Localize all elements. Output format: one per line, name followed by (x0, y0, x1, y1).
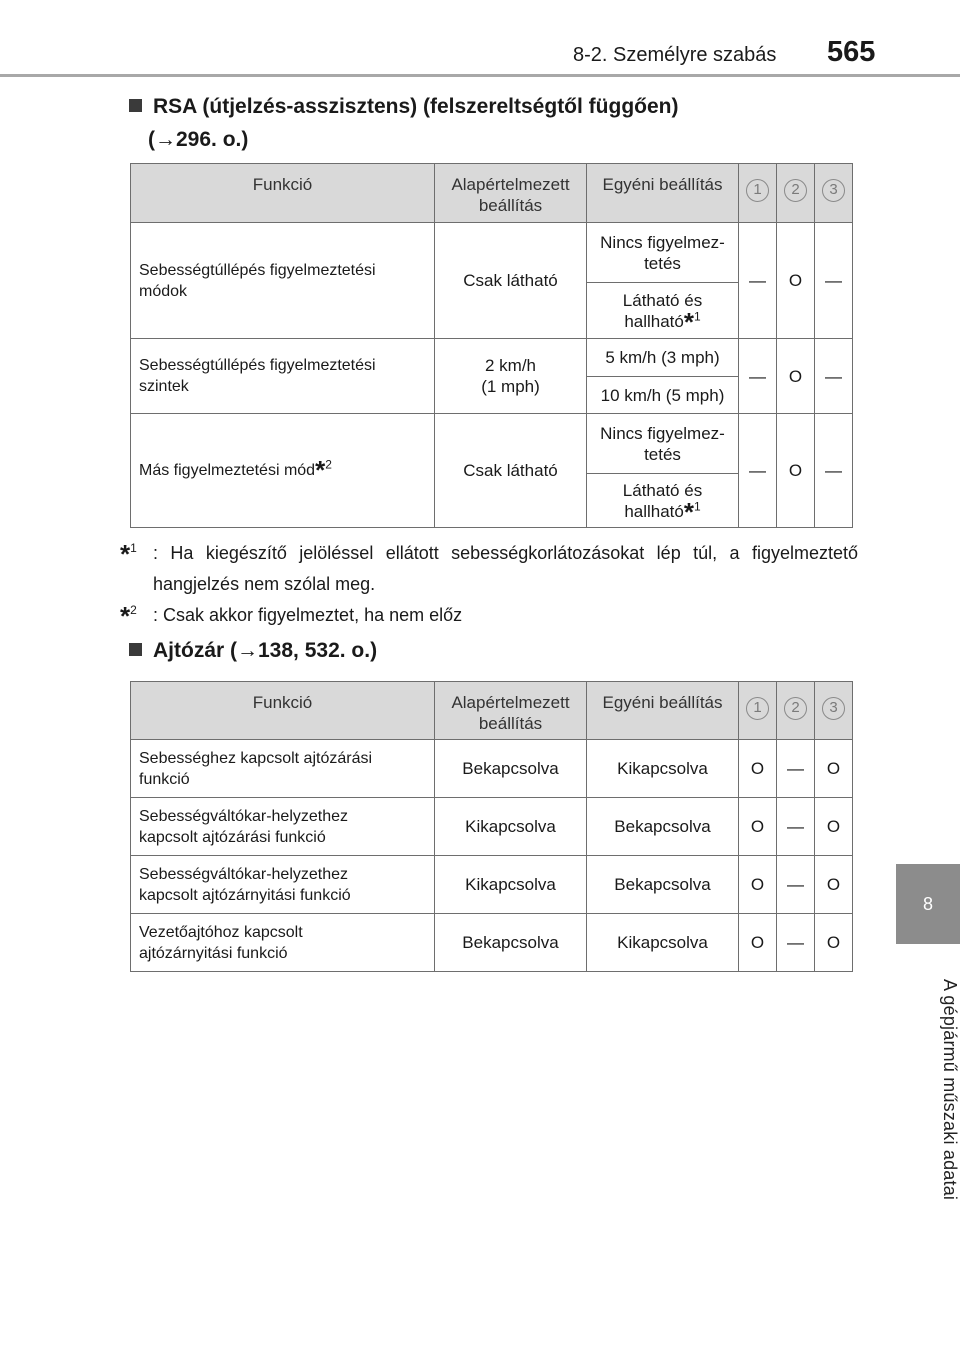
default-cell: Bekapcsolva (435, 914, 587, 972)
function-cell: Más figyelmeztetési mód*$^2$ (131, 414, 435, 528)
default-cell: Kikapcsolva (435, 798, 587, 856)
value-cell: — (739, 223, 777, 339)
value-cell: — (777, 740, 815, 798)
value-cell: — (777, 856, 815, 914)
value-cell: O (777, 414, 815, 528)
footnote-marker: *$^1$ (120, 539, 137, 569)
rsa-heading-line1: RSA (útjelzés-asszisztens) (felszereltségtől függően) (153, 95, 679, 118)
function-cell: Vezetőajtóhoz kapcsolt ajtózárnyitási funkció (131, 914, 435, 972)
value-cell: O (815, 798, 853, 856)
function-cell: Sebességtúllépés figyelmeztetési szintek (131, 339, 435, 414)
header-divider (0, 74, 960, 77)
door-lock-section-heading (129, 634, 377, 667)
option-cell: Nincs figyelmez- tetés (587, 414, 739, 474)
rsa-section-heading (129, 90, 678, 156)
custom-cell: Bekapcsolva (587, 856, 739, 914)
circled-3-icon: 3 (822, 697, 845, 720)
value-cell: O (777, 339, 815, 414)
chapter-number: 8 (922, 893, 933, 914)
value-cell: — (815, 414, 853, 528)
value-cell: — (739, 339, 777, 414)
table-header-row (131, 682, 853, 740)
col-header-function: Funkció (131, 682, 435, 740)
function-cell: Sebességváltókar-helyzethez kapcsolt ajtózárnyitási funkció (131, 856, 435, 914)
door-lock-heading: Ajtózár (→138, 532. o.) (153, 639, 378, 662)
table-row (131, 740, 853, 798)
table-row (131, 856, 853, 914)
circled-2-icon: 2 (784, 697, 807, 720)
table-row (131, 914, 853, 972)
square-bullet-icon (129, 99, 142, 112)
value-cell: — (777, 914, 815, 972)
footnote-text: : Csak akkor figyelmeztet, ha nem előz (153, 605, 463, 625)
col-header-1 (739, 164, 777, 223)
custom-cell: Kikapcsolva (587, 914, 739, 972)
default-cell: Csak látható (435, 414, 587, 528)
col-header-3 (815, 682, 853, 740)
section-title: 8-2. Személyre szabás (573, 44, 777, 66)
page-header (0, 0, 960, 78)
value-cell: O (739, 740, 777, 798)
asterisk-icon: * (683, 306, 694, 337)
col-header-2 (777, 682, 815, 740)
square-bullet-icon (129, 643, 142, 656)
footnote-1 (120, 538, 858, 600)
function-cell: Sebességtúllépés figyelmeztetési módok (131, 223, 435, 339)
default-cell: Csak látható (435, 223, 587, 339)
rsa-heading-line2: (→296. o.) (148, 128, 249, 151)
value-cell: O (739, 798, 777, 856)
default-cell: 2 km/h (1 mph) (435, 339, 587, 414)
function-cell: Sebességváltókar-helyzethez kapcsolt ajtózárási funkció (131, 798, 435, 856)
col-header-3 (815, 164, 853, 223)
function-cell: Sebességhez kapcsolt ajtózárási funkció (131, 740, 435, 798)
custom-cell: Bekapcsolva (587, 798, 739, 856)
col-header-default: Alapértelmezett beállítás (435, 682, 587, 740)
value-cell: — (777, 798, 815, 856)
value-cell: O (777, 223, 815, 339)
rsa-settings-table (130, 163, 853, 528)
option-cell: Látható és hallható*$^1$ (587, 474, 739, 528)
door-lock-settings-table (130, 681, 853, 972)
custom-cell: Kikapcsolva (587, 740, 739, 798)
value-cell: — (739, 414, 777, 528)
default-cell: Kikapcsolva (435, 856, 587, 914)
value-cell: O (815, 856, 853, 914)
chapter-title: A gépjármű műszaki adatai (940, 979, 960, 1201)
option-cell: 10 km/h (5 mph) (587, 377, 739, 414)
col-header-custom: Egyéni beállítás (587, 682, 739, 740)
col-header-custom: Egyéni beállítás (587, 164, 739, 223)
col-header-1 (739, 682, 777, 740)
circled-1-icon: 1 (746, 697, 769, 720)
table-row (131, 223, 853, 283)
table-header-row (131, 164, 853, 223)
value-cell: — (815, 223, 853, 339)
value-cell: O (815, 914, 853, 972)
value-cell: O (815, 740, 853, 798)
default-cell: Bekapcsolva (435, 740, 587, 798)
value-cell: O (739, 914, 777, 972)
table-row (131, 339, 853, 377)
asterisk-icon: * (315, 455, 326, 485)
col-header-2 (777, 164, 815, 223)
option-cell: Látható és hallható*$^1$ (587, 283, 739, 339)
footnote-text: : Ha kiegészítő jelöléssel ellátott sebességkorlátozásokat lép túl, a figyelmeztető hangjelzés nem szólal meg. (153, 543, 858, 594)
chapter-tab[interactable] (896, 864, 960, 944)
value-cell: O (739, 856, 777, 914)
value-cell: — (815, 339, 853, 414)
option-cell: Nincs figyelmez- tetés (587, 223, 739, 283)
col-header-default: Alapértelmezett beállítás (435, 164, 587, 223)
circled-2-icon: 2 (784, 179, 807, 202)
table-row (131, 414, 853, 474)
table-row (131, 798, 853, 856)
footnote-marker: *$^2$ (120, 601, 137, 631)
circled-1-icon: 1 (746, 179, 769, 202)
col-header-function: Funkció (131, 164, 435, 223)
circled-3-icon: 3 (822, 179, 845, 202)
footnote-2 (120, 600, 858, 631)
page-number: 565 (827, 36, 876, 68)
option-cell: 5 km/h (3 mph) (587, 339, 739, 377)
asterisk-icon: * (683, 496, 694, 527)
